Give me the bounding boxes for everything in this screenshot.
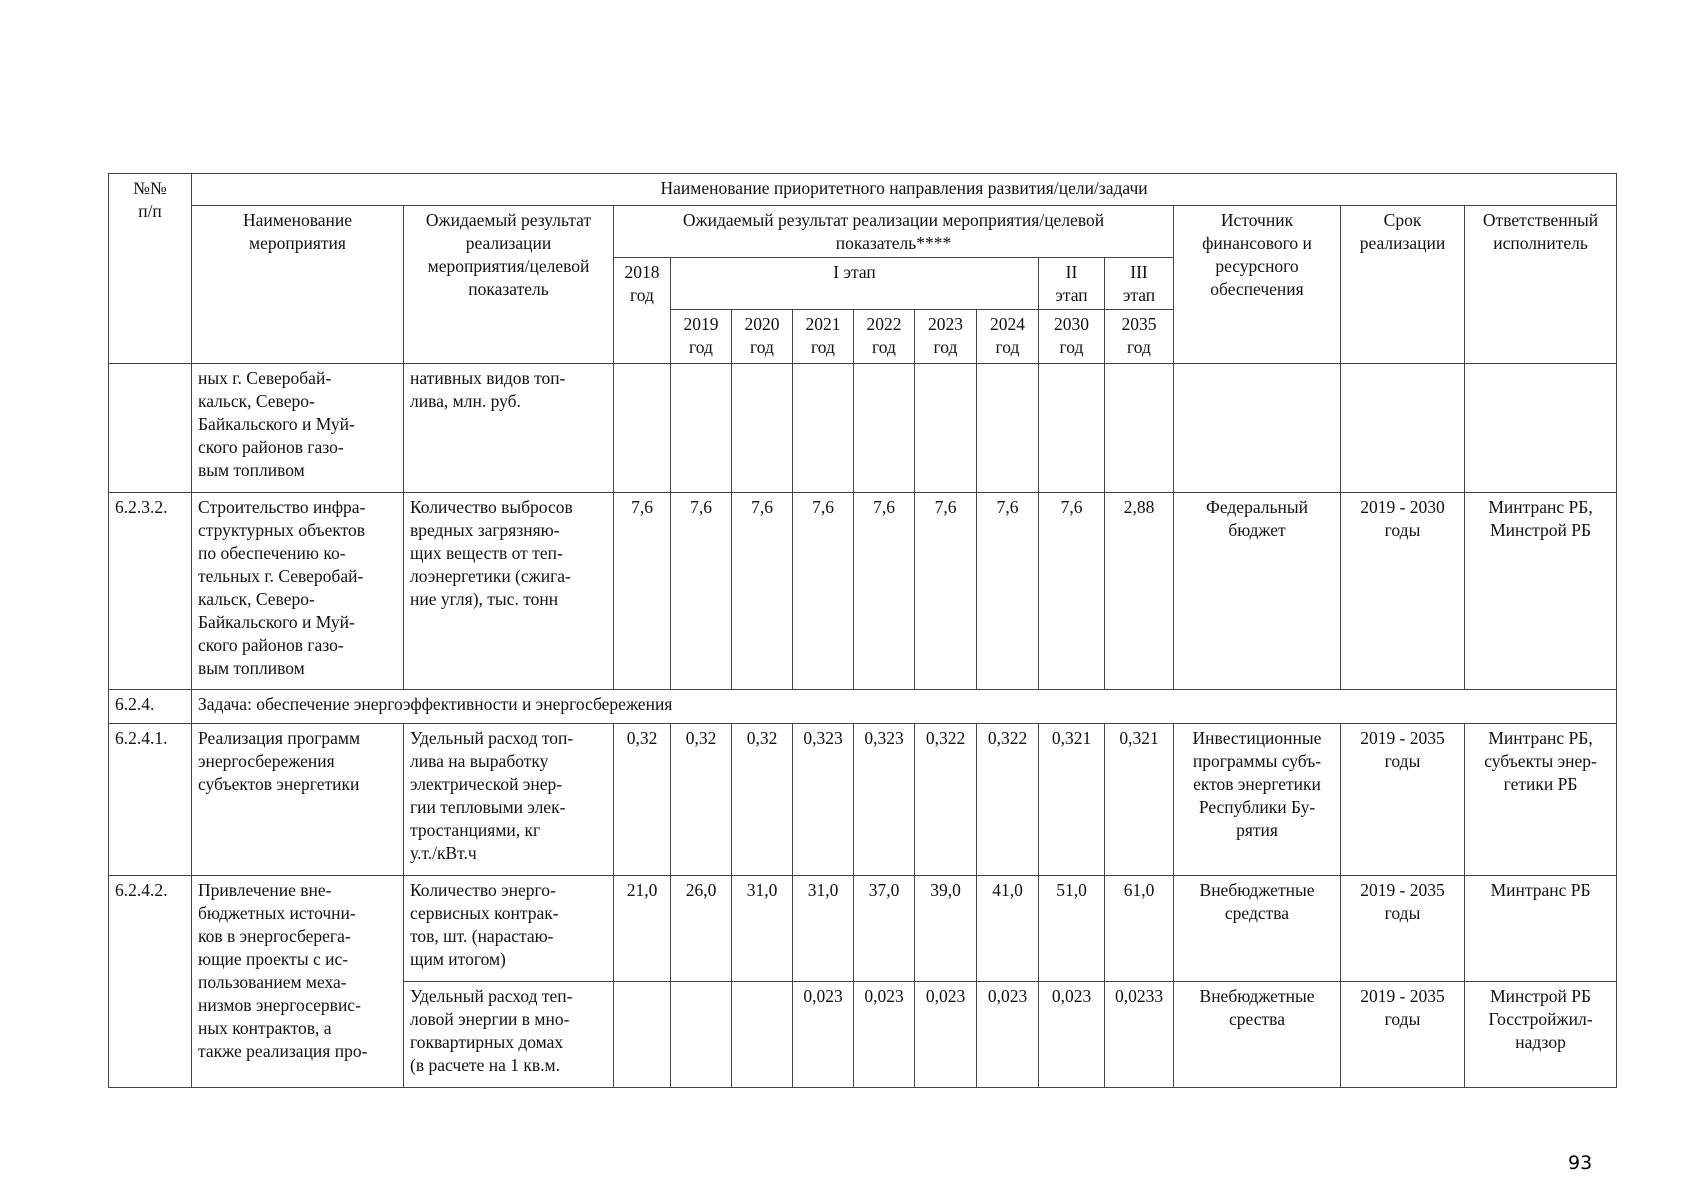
- executor-cell: Минтранс РБ, субъекты энер- гетики РБ: [1465, 724, 1617, 876]
- header-year: 2020 год: [732, 310, 793, 364]
- header-year: 2024 год: [977, 310, 1039, 364]
- term-cell: 2019 - 2035 годы: [1341, 982, 1465, 1088]
- term-cell: 2019 - 2030 годы: [1341, 493, 1465, 690]
- expected-result: Количество выбросов вредных загрязняю- щих веществ от теп- лоэнергетики (сжига- ние угля), тыс. тонн: [404, 493, 614, 690]
- value-2035: 0,321: [1105, 724, 1174, 876]
- row-number: 6.2.4.1.: [109, 724, 192, 876]
- value-cell: [614, 364, 671, 493]
- value-2019: 26,0: [671, 876, 732, 982]
- value-2021: 0,323: [793, 724, 854, 876]
- task-title: Задача: обеспечение энергоэффективности и энергосбережения: [192, 690, 1617, 724]
- header-row-2: [109, 206, 1617, 258]
- header-year: 2021 год: [793, 310, 854, 364]
- executor-cell: [1465, 364, 1617, 493]
- header-year: 2030 год: [1039, 310, 1105, 364]
- value-2023: 39,0: [915, 876, 977, 982]
- value-2019: 7,6: [671, 493, 732, 690]
- value-2024: 7,6: [977, 493, 1039, 690]
- value-2030: 0,023: [1039, 982, 1105, 1088]
- header-year-2018: 2018 год: [614, 258, 671, 364]
- header-stage-1: I этап: [671, 258, 1039, 310]
- value-2020: [732, 982, 793, 1088]
- source-cell: Инвестиционные программы субъ- ектов энергетики Республики Бу- рятия: [1174, 724, 1341, 876]
- executor-cell: Минтранс РБ, Минстрой РБ: [1465, 493, 1617, 690]
- value-2021: 0,023: [793, 982, 854, 1088]
- row-number: 6.2.4.2.: [109, 876, 192, 1088]
- value-2035: 0,0233: [1105, 982, 1174, 1088]
- value-2023: 7,6: [915, 493, 977, 690]
- value-2024: 0,023: [977, 982, 1039, 1088]
- row-number: 6.2.3.2.: [109, 493, 192, 690]
- value-cell: [671, 364, 732, 493]
- value-2022: 0,323: [854, 724, 915, 876]
- header-expected-result-target: Ожидаемый результат реализации мероприятия/целевой показатель****: [614, 206, 1174, 258]
- measure-name: Реализация программ энергосбережения субъектов энергетики: [192, 724, 404, 876]
- executor-cell: Минстрой РБ Госстройжил- надзор: [1465, 982, 1617, 1088]
- value-2023: 0,023: [915, 982, 977, 1088]
- value-2024: 41,0: [977, 876, 1039, 982]
- source-cell: Внебюджетные срества: [1174, 982, 1341, 1088]
- header-year: 2019 год: [671, 310, 732, 364]
- term-cell: [1341, 364, 1465, 493]
- program-table-container: [108, 173, 1616, 1088]
- expected-result: Количество энерго- сервисных контрак- тов, шт. (нарастаю- щим итогом): [404, 876, 614, 982]
- value-2022: 37,0: [854, 876, 915, 982]
- value-2022: 0,023: [854, 982, 915, 1088]
- value-cell: [977, 364, 1039, 493]
- page-number: 93: [1568, 1152, 1593, 1174]
- expected-result: Удельный расход топ- лива на выработку электрической энер- гии тепловыми элек- тростанциями, кг у.т./кВт.ч: [404, 724, 614, 876]
- measure-name: Привлечение вне- бюджетных источни- ков в энергосберега- ющие проекты с ис- пользованием меха- низмов энергосервис- ных контрактов, а также реализация про-: [192, 876, 404, 1088]
- header-direction: Наименование приоритетного направления развития/цели/задачи: [192, 174, 1617, 206]
- value-2022: 7,6: [854, 493, 915, 690]
- table-row: [109, 876, 1617, 982]
- program-measures-table: [108, 173, 1617, 1088]
- table-row: [109, 724, 1617, 876]
- header-row-1: [109, 174, 1617, 206]
- measure-name: ных г. Северобай- кальск, Северо- Байкальского и Муй- ского районов газо- вым топливом: [192, 364, 404, 493]
- header-number: №№ п/п: [109, 174, 192, 364]
- header-year: 2023 год: [915, 310, 977, 364]
- value-2020: 0,32: [732, 724, 793, 876]
- header-stage-3: III этап: [1105, 258, 1174, 310]
- header-measure-name: Наименование мероприятия: [192, 206, 404, 364]
- value-2030: 7,6: [1039, 493, 1105, 690]
- executor-cell: Минтранс РБ: [1465, 876, 1617, 982]
- measure-name: Строительство инфра- структурных объектов по обеспечению ко- тельных г. Северобай- кальск, Северо- Байкальского и Муй- ского районов газо- вым топливом: [192, 493, 404, 690]
- value-2021: 7,6: [793, 493, 854, 690]
- value-cell: [915, 364, 977, 493]
- value-cell: [854, 364, 915, 493]
- header-year: 2035 год: [1105, 310, 1174, 364]
- expected-result: Удельный расход теп- ловой энергии в мно- гоквартирных домах (в расчете на 1 кв.м.: [404, 982, 614, 1088]
- value-cell: [1039, 364, 1105, 493]
- value-2030: 51,0: [1039, 876, 1105, 982]
- table-row: [109, 364, 1617, 493]
- task-row: [109, 690, 1617, 724]
- header-expected-result: Ожидаемый результат реализации мероприятия/целевой показатель: [404, 206, 614, 364]
- header-term: Срок реализации: [1341, 206, 1465, 364]
- value-2035: 2,88: [1105, 493, 1174, 690]
- value-2021: 31,0: [793, 876, 854, 982]
- header-executor: Ответственный исполнитель: [1465, 206, 1617, 364]
- value-2018: 0,32: [614, 724, 671, 876]
- value-2023: 0,322: [915, 724, 977, 876]
- table-row: [109, 493, 1617, 690]
- term-cell: 2019 - 2035 годы: [1341, 724, 1465, 876]
- value-2035: 61,0: [1105, 876, 1174, 982]
- header-source: Источник финансового и ресурсного обеспечения: [1174, 206, 1341, 364]
- source-cell: [1174, 364, 1341, 493]
- value-2018: [614, 982, 671, 1088]
- row-number: [109, 364, 192, 493]
- term-cell: 2019 - 2035 годы: [1341, 876, 1465, 982]
- value-2018: 21,0: [614, 876, 671, 982]
- value-2024: 0,322: [977, 724, 1039, 876]
- expected-result: нативных видов топ- лива, млн. руб.: [404, 364, 614, 493]
- value-2019: 0,32: [671, 724, 732, 876]
- value-cell: [732, 364, 793, 493]
- header-stage-2: II этап: [1039, 258, 1105, 310]
- source-cell: Внебюджетные средства: [1174, 876, 1341, 982]
- row-number: 6.2.4.: [109, 690, 192, 724]
- value-2019: [671, 982, 732, 1088]
- value-2020: 31,0: [732, 876, 793, 982]
- value-cell: [793, 364, 854, 493]
- value-2020: 7,6: [732, 493, 793, 690]
- value-cell: [1105, 364, 1174, 493]
- value-2030: 0,321: [1039, 724, 1105, 876]
- value-2018: 7,6: [614, 493, 671, 690]
- source-cell: Федеральный бюджет: [1174, 493, 1341, 690]
- header-year: 2022 год: [854, 310, 915, 364]
